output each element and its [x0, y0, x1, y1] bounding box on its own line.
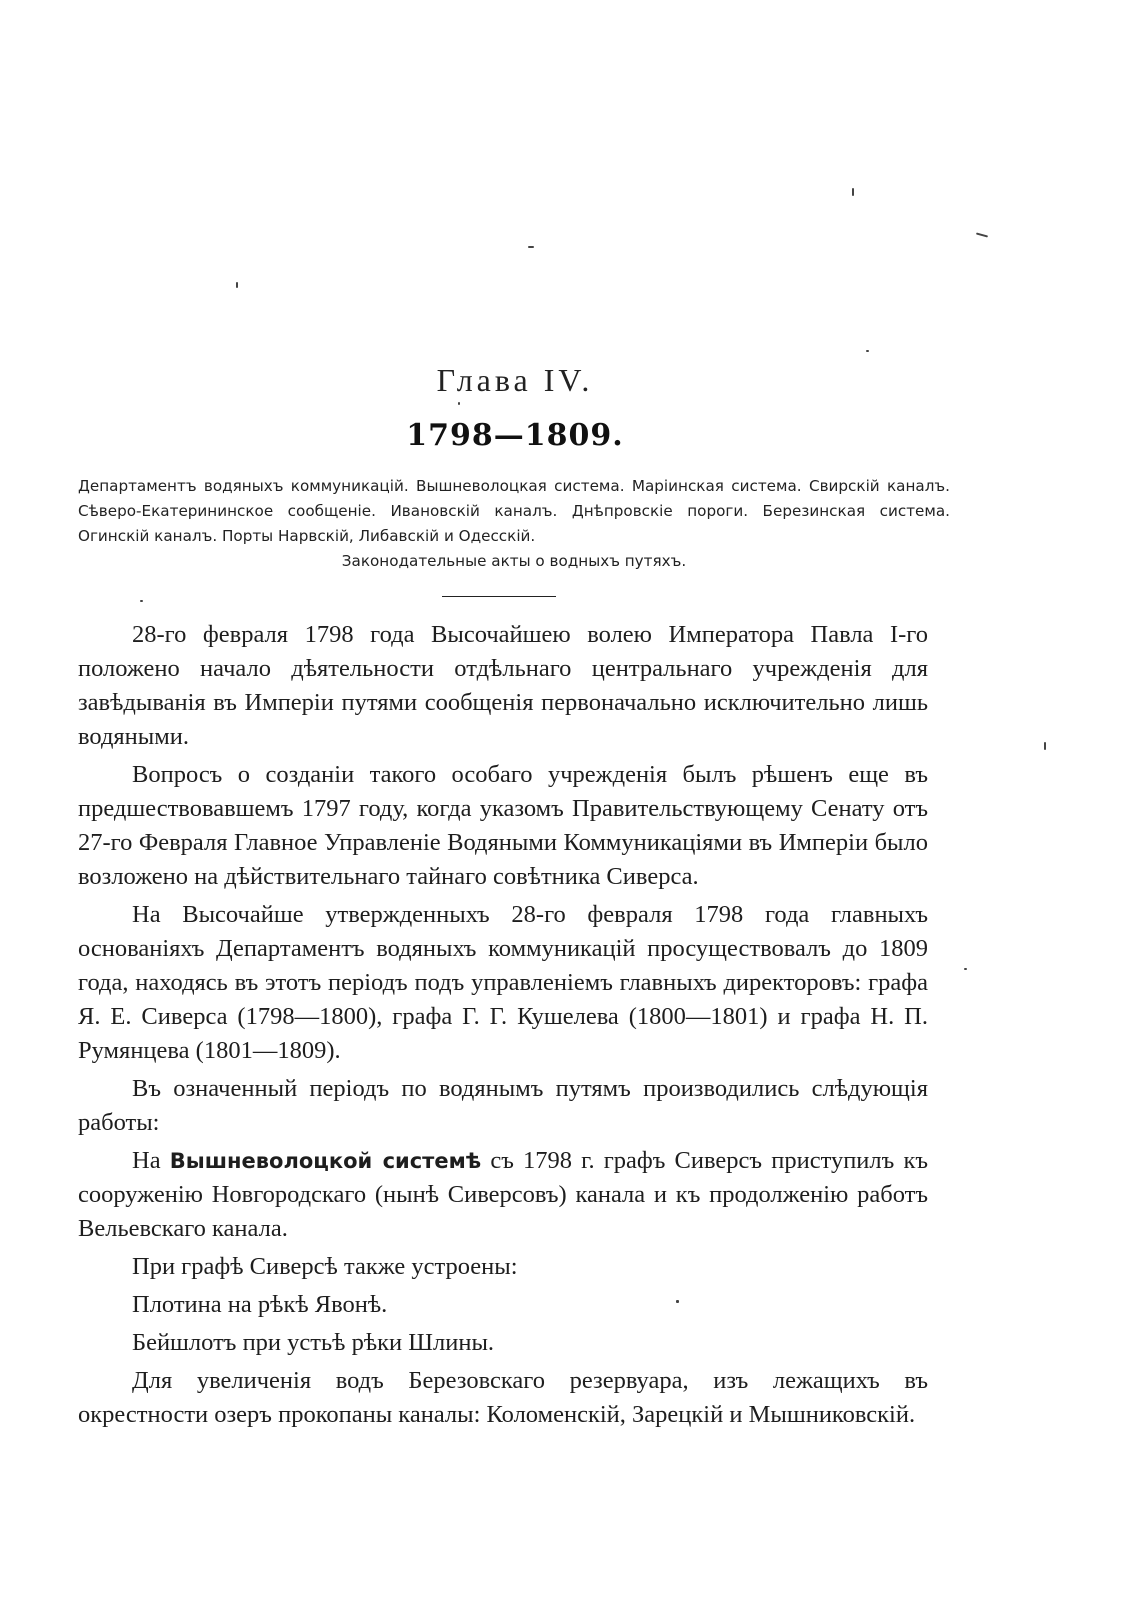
scan-speck: [140, 600, 143, 602]
paragraph-8: Бейшлотъ при устьѣ рѣки Шлины.: [132, 1329, 495, 1356]
paragraph-6: При графѣ Сиверсѣ также устроены:: [132, 1253, 518, 1280]
scan-speck: [458, 402, 460, 405]
body-text: [78, 618, 928, 1432]
scan-speck: [852, 188, 854, 196]
paragraph-5-rest: съ 1798 г. графъ Сиверсъ приступилъ къ сооруженію Новгородскаго (нынѣ Сиверсовъ) канала и къ продолженію работъ Вельевскаго канала.: [78, 1147, 929, 1242]
scan-speck: [676, 1300, 679, 1303]
chapter-years: 1798—1809.: [406, 418, 624, 453]
scan-speck: [1044, 742, 1046, 750]
scan-speck: [964, 968, 967, 970]
paragraph-3: На Высочайше утвержденныхъ 28-го февраля 1798 года главныхъ основаніяхъ Департаментъ водяныхъ коммуникацій просуществовалъ до 1809 года, находясь въ этотъ періодъ подъ управленіемъ главныхъ директоровъ: графа Я. Е. Сиверса (1798—1800), графа Г. Г. Кушелева (1800—1801) и графа Н. П. Румянцева (1801—1809).: [78, 901, 928, 1064]
paragraph-5: [78, 1144, 928, 1246]
scan-speck: [976, 232, 988, 237]
scan-speck: [528, 246, 534, 248]
paragraph-7: Плотина на рѣкѣ Явонѣ.: [132, 1291, 388, 1318]
scan-speck: [866, 350, 869, 352]
paragraph-5-bold: Вышневолоцкой системѣ: [169, 1149, 482, 1173]
paragraph-1: 28-го февраля 1798 года Высочайшею волею Императора Павла I-го положено начало дѣятельности отдѣльнаго центральнаго учрежденія для завѣдыванія въ Имперіи путями сообщенія первоначально исключительно лишь водяными.: [78, 621, 928, 750]
paragraph-9: Для увеличенія водъ Березовскаго резервуара, изъ лежащихъ въ окрестности озеръ прокопаны каналы: Коломенскій, Зарецкій и Мышниковскій.: [78, 1367, 928, 1428]
section-divider: [442, 596, 556, 597]
paragraph-2: Вопросъ о созданіи такого особаго учрежденія былъ рѣшенъ еще въ предшествовавшемъ 1797 году, когда указомъ Правительствующему Сенату отъ 27-го Февраля Главное Управленіе Водяными Коммуникаціями въ Имперіи было возложено на дѣйствительнаго тайнаго совѣтника Сиверса.: [78, 761, 928, 890]
summary-text: Департаментъ водяныхъ коммуникацій. Вышневолоцкая система. Маріинская система. Свирскій каналъ. Сѣверо-Екатерининское сообщеніе. Ивановскій каналъ. Днѣпровскіе пороги. Березинская система. Огинскій каналъ. Порты Нарвскій, Либавскій и Одесскій.: [78, 477, 950, 545]
scan-speck: [236, 282, 238, 288]
chapter-title: Глава IV.: [436, 362, 594, 398]
chapter-summary: [78, 474, 950, 574]
paragraph-5-prefix: На: [132, 1147, 161, 1174]
summary-last-line: Законодательные акты о водныхъ путяхъ.: [341, 552, 687, 570]
paragraph-4: Въ означенный періодъ по водянымъ путямъ производились слѣдующія работы:: [78, 1075, 928, 1136]
